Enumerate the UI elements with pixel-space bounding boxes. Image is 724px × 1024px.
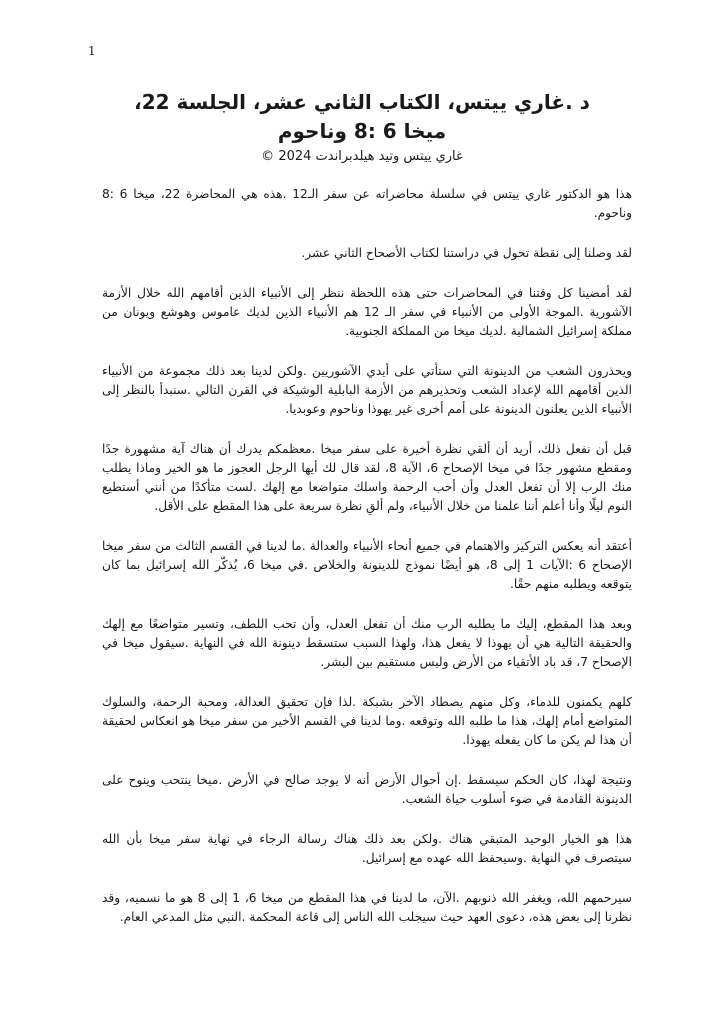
title-line-1: د .غاري ييتس، الكتاب الثاني عشر، الجلسة 22، bbox=[134, 90, 590, 114]
paragraph: هذا هو الخيار الوحيد المتبقي هناك .ولكن بعد ذلك هناك رسالة الرجاء في نهاية سفر ميخا بأن الله سيتصرف في النهاية .وسيحفظ الله عهده مع إسرائيل. bbox=[102, 832, 632, 865]
paragraph: قبل أن نفعل ذلك، أريد أن ألقي نظرة أخيرة على سفر ميخا .معظمكم يدرك أن هناك آية مشهورة جدًا ومقطع مشهور جدًا في ميخا الإصحاح 6، الآية 8، لقد قال لك أيها الرجل العجوز ما هو الخير وماذا يطلب منك الرب إلا أن تفعل العدل وأن أحب الرحمة واسلك متواضعا مع إلهك .لست متأكدًا من أنني أستطيع النوم ليلًا وأنا أعلم أننا علمنا من خلال الأنبياء، ولم ألقِ نظرة سريعة على هذا المقطع على الأقل. bbox=[102, 442, 632, 513]
paragraph: كلهم يكمنون للدماء، وكل منهم يصطاد الآخر بشبكة .لذا فإن تحقيق العدالة، ومحبة الرحمة، والسلوك المتواضع أمام إلهك، هذا ما طلبه الله وتوقعه .وما لدينا في القسم الأخير من سفر ميخا هو انعكاس لحقيقة أن هذا لم يكن ما كان يفعله يهوذا. bbox=[102, 695, 632, 747]
document-header bbox=[0, 88, 724, 167]
page-number: 1 bbox=[88, 44, 96, 58]
paragraph: لقد وصلنا إلى نقطة تحول في دراستنا لكتاب الأصحاح الثاني عشر. bbox=[301, 246, 632, 260]
paragraph: ونتيجة لهذا، كان الحكم سيسقط .إن أحوال الأرض أنه لا يوجد صالح في الأرض .ميخا ينتحب وينوح على الدينونة القادمة في ضوء أسلوب حياة الشعب. bbox=[102, 773, 632, 806]
copyright-line: غاري ييتس وتيد هيلدبراندت 2024 © bbox=[261, 149, 463, 164]
paragraph: لقد أمضينا كل وقتنا في المحاضرات حتى هذه اللحظة ننظر إلى الأنبياء الذين أقامهم الله خلال الأزمة الآشورية .الموجة الأولى من الأنبياء في سفر الـ 12 هم الأنبياء الذين لديك عاموس وهوشع ويونان من مملكة إسرائيل الشمالية .لديك ميخا من المملكة الجنوبية. bbox=[102, 286, 632, 338]
document-body bbox=[102, 185, 632, 948]
paragraph: هذا هو الدكتور غاري ييتس في سلسلة محاضراته عن سفر الـ12 .هذه هي المحاضرة 22، ميخا 6 :8 وناحوم. bbox=[102, 187, 632, 220]
paragraph: أعتقد أنه يعكس التركيز والاهتمام في جميع أنحاء الأنبياء والعدالة .ما لدينا في القسم الثالث من سفر ميخا الإصحاح 6 :الآيات 1 إلى 8، هو أيضًا نموذج للدينونة والخلاص .في ميخا 6، يُذكّر الله إسرائيل بما كان يتوقعه ويطلبه منهم حقًا. bbox=[102, 539, 632, 591]
title-line-2: ميخا 6 :8 وناحوم bbox=[277, 119, 447, 143]
paragraph: ويحذرون الشعب من الدينونة التي ستأتي على أيدي الآشوريين .ولكن لدينا بعد ذلك مجموعة من الأنبياء الذين أقامهم الله لإعداد الشعب وتحذيرهم من الأزمة البابلية الوشيكة في القرن التالي .سنبدأ بالنظر إلى الأنبياء الذين يعلنون الدينونة على أمم أخرى غير يهوذا وناحوم وعوبديا. bbox=[102, 364, 632, 416]
paragraph: سيرحمهم الله، ويغفر الله ذنوبهم .الآن، ما لدينا في هذا المقطع من ميخا 6، 1 إلى 8 هو ما نسميه، وقد نظرنا إلى بعض هذه، دعوى العهد حيث سيجلب الله الناس إلى قاعة المحكمة .النبي مثل المدعي العام. bbox=[102, 891, 632, 924]
paragraph: وبعد هذا المقطع، إليك ما يطلبه الرب منك أن تفعل العدل، وأن تحب اللطف، وتسير متواضعًا مع إلهك والحقيقة التالية هي أن يهوذا لا يفعل هذا، ولهذا السبب ستسقط دينونة الله في النهاية .سيقول ميخا في الإصحاح 7، قد باد الأتقياء من الأرض وليس مستقيم بين البشر. bbox=[102, 617, 632, 669]
